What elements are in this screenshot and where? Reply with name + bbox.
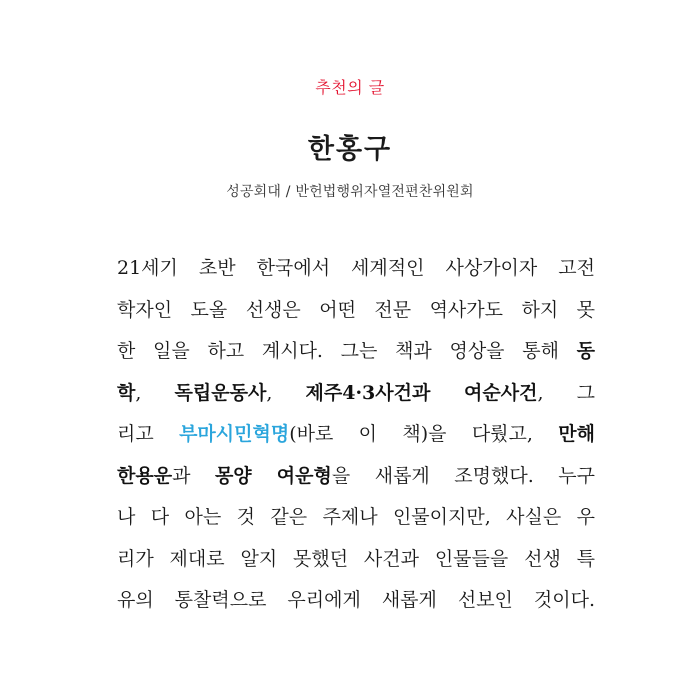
- body-line-4: [117, 373, 595, 415]
- body-line-2: 학자인 도올 선생은 어떤 전문 역사가도 하지 못: [117, 298, 595, 321]
- text-run: ,: [135, 381, 175, 404]
- author-affiliation: 성공회대 / 반헌법행위자열전편찬위원회: [226, 184, 474, 200]
- emphasis-donghak-start: 동: [576, 340, 595, 362]
- body-line-9: 유의 통찰력으로 우리에게 새롭게 선보인 것이다.: [117, 589, 595, 611]
- section-label: 추천의 글: [315, 78, 385, 97]
- author-name: 한홍구: [307, 134, 393, 165]
- body-line-7: 나 다 아는 것 같은 주제나 인물이지만, 사실은 우: [117, 506, 595, 528]
- body-line-3: [117, 331, 595, 373]
- emphasis-han-yongun: 한용운: [117, 464, 173, 487]
- text-run: 과: [172, 464, 215, 487]
- text-run: , 그: [537, 381, 595, 404]
- emphasis-independence-history: 독립운동사: [174, 381, 267, 404]
- body-line-8: 리가 제대로 알지 못했던 사건과 인물들을 선생 특: [117, 547, 595, 570]
- body-line-1: 21세기 초반 한국에서 세계적인 사상가이자 고전: [117, 257, 595, 279]
- recommendation-body: [117, 248, 595, 622]
- body-line-5: [117, 414, 595, 456]
- text-run: 을 새롭게 조명했다. 누구: [331, 464, 595, 487]
- emphasis-mongyang: 몽양 여운형: [214, 464, 332, 487]
- text-run: ,: [266, 381, 306, 404]
- emphasis-manhae: 만해: [558, 423, 595, 445]
- body-line-6: [117, 456, 595, 498]
- emphasis-jeju-yeosun: 제주4·3사건과 여순사건: [305, 381, 538, 404]
- highlight-buma-revolution: 부마시민혁명: [179, 423, 290, 445]
- emphasis-donghak-end: 학: [117, 381, 136, 404]
- text-run: 한 일을 하고 계시다. 그는 책과 영상을 통해: [117, 340, 577, 362]
- text-run: (바로 이 책)을 다뤘고,: [289, 423, 559, 445]
- text-run: 리고: [117, 423, 180, 445]
